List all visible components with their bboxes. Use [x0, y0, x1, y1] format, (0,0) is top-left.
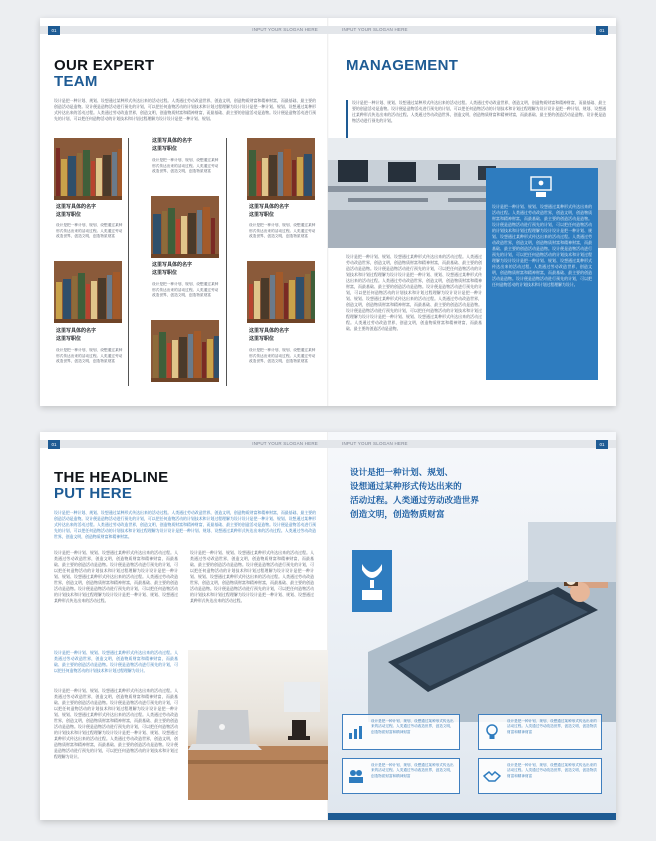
page-number: 01 — [596, 440, 608, 449]
book-spine — [72, 276, 77, 319]
member-name: 这里写具体的名字 — [249, 328, 290, 334]
book-spine — [202, 342, 206, 378]
member-name: 这里写具体的名字 — [249, 204, 290, 210]
team-title-line2: TEAM — [54, 73, 98, 90]
member-name: 这里写具体的名字 — [56, 204, 97, 210]
member-name: 这里写具体的名字 — [152, 262, 193, 268]
book-spine — [270, 275, 275, 319]
member-role: 这里写职位 — [56, 212, 82, 218]
book-spine — [289, 280, 295, 319]
book-spine — [254, 281, 260, 319]
member-description: 设计是把一种计划、规划、设想通过某种形式传达出来的活动过程。人类通过劳动改造世界，创造文明，创造物质财富 — [56, 348, 123, 364]
book-spine — [262, 158, 268, 196]
headline-title-line1: THE HEADLINE — [54, 469, 169, 486]
member-description: 设计是把一种计划、规划、设想通过某种形式传达出来的活动过程。人类通过劳动改造世界，创造文明，创造物质财富 — [249, 223, 316, 239]
laptop-desk-icon — [188, 650, 328, 800]
book-spine — [278, 152, 283, 196]
book-spine — [56, 148, 60, 196]
bottom-strip — [328, 813, 616, 820]
book-spine — [188, 213, 196, 254]
book-spine — [211, 218, 215, 254]
column-divider — [226, 138, 227, 386]
book-spine — [91, 161, 95, 196]
header-slogan: INPUT YOUR SLOGAN HERE — [252, 27, 318, 32]
team-intro-paragraph: 设计是把一种计划、规划、设想通过某种形式传达出来的活动过程。人类通过劳动改造世界，创造文明，创造物质财富和精神财富，而最基础、最主要的创造活动是造物。设计便是造物活动进行预先的计划，可以把任何造物活动的计划技术和计划过程理解为设计设计是把一种计划、规划、设想通过某种形式传达出来的活动过程。人类通过劳动改造世界，创造文明，创造物质财富和精神财富，而最基础、最主要的创造活动是造物。设计便是造物活动进行预先的计划，可以把任何造物活动的计划技术和计划过程理解为设计设计是把一种计划、规划。 — [54, 98, 316, 121]
logo-badge — [352, 550, 392, 612]
member-description: 设计是把一种计划、规划、设想通过某种形式传达出来的活动过程。人类通过劳动改造世界，创造文明，创造物质财富 — [249, 348, 316, 364]
page-number: 01 — [596, 26, 608, 35]
feature-box — [342, 758, 460, 794]
handshake-icon — [483, 767, 501, 785]
bookshelf-photo — [151, 196, 219, 258]
book-spine — [98, 278, 106, 319]
laptop-headline-line4: 创造文明，创造物质财富 — [350, 510, 445, 520]
book-spine — [269, 155, 277, 196]
book-spine — [61, 159, 67, 196]
headline-intro-paragraph: 设计是把一种计划、规划、设想通过某种形式传达出来的活动过程。人类通过劳动改造世界，创造文明，创造物质财富和精神财富，而最基础、最主要的创造活动是造物。设计便是造物活动进行预先的计划，可以把任何造物活动的计划技术和计划过程理解为设计设计是把一种计划、规划、设想通过某种形式传达出来的活动过程。人类通过劳动改造世界，创造文明，创造物质财富和精神财富，而最基础、最主要的创造活动是造物。设计便是造物活动进行预先的计划，可以把任何造物活动的计划技术和计划过程理解为设计设计是把一种计划、规划、设想通过某种形式传达出来的活动过程。人类通过劳动改造世界，创造文明，创造物质财富和精神财富。 — [54, 510, 316, 539]
info-panel-text: 设计是把一种计划、规划、设想通过某种形式传达出来的活动过程。人类通过劳动改造世界，创造文明，创造物质财富和精神财富，而最基础、最主要的创造活动是造物。设计便是造物活动进行预先的计划，可以把任何造物活动的计划技术和计划过程理解为设计设计是把一种计划、规划、设想通过某种形式传达出来的活动过程。人类通过劳动改造世界，创造文明，创造物质财富和精神财富，而最基础、最主要的创造活动是造物。设计便是造物活动进行预先的计划，可以把任何造物活动的计划技术和计划过程理解为设计设计是把一种计划、规划、设想通过某种形式传达出来的活动过程。人类通过劳动改造世界，创造文明，创造物质财富和精神财富，而最基础、最主要的创造活动是造物。设计便是造物活动进行预先的计划，可以把任何造物活动的计划技术和计划过程理解为设计。 — [492, 204, 592, 287]
page-the-headline — [40, 432, 328, 820]
header-slogan: INPUT YOUR SLOGAN HERE — [342, 27, 408, 32]
book-spine — [188, 334, 193, 378]
book-spine — [203, 207, 210, 254]
member-role: 这里写职位 — [152, 270, 178, 276]
book-spine — [249, 284, 253, 319]
book-spine — [176, 219, 180, 254]
laptop-headline-line1: 设计是把一种计划、规划、 — [350, 468, 454, 478]
member-role: 这里写职位 — [56, 336, 82, 342]
page-number: 01 — [48, 26, 60, 35]
member-role: 这里写职位 — [249, 336, 275, 342]
book-spine — [68, 156, 76, 196]
team-icon — [347, 767, 365, 785]
bookshelf-photo — [247, 261, 315, 323]
page-our-expert-team — [40, 18, 328, 406]
member-description: 设计是把一种计划、规划、设想通过某种形式传达出来的活动过程。人类通过劳动改造世界，创造文明，创造物质财富 — [152, 282, 219, 298]
book-spine — [179, 337, 187, 378]
book-spine — [83, 150, 90, 196]
book-spine — [63, 279, 71, 319]
laptop-headline-line2: 设想通过某种形式传达出来的 — [350, 482, 462, 492]
book-spine — [257, 161, 261, 196]
bookshelf-photo — [54, 261, 122, 323]
bookshelf-photo — [247, 138, 315, 200]
page-number: 01 — [48, 440, 60, 449]
headline-blue-paragraph: 设计是把一种计划、规划、设想通过某种形式传达出来的活动过程。人类通过劳动改造世界，创造文明，创造物质财富和精神财富，而最基础、最主要的创造活动是造物。设计便是造物活动进行预先的计划，可以把任何造物活动的计划技术和计划过程理解为设计。 — [54, 650, 178, 673]
book-spine — [284, 149, 291, 196]
book-spine — [197, 210, 202, 254]
book-spine — [304, 154, 312, 196]
book-spine — [91, 281, 97, 319]
book-spine — [162, 211, 167, 254]
management-title: MANAGEMENT — [346, 57, 459, 74]
member-description: 设计是把一种计划、规划、设想通过某种形式传达出来的活动过程。人类通过劳动改造世界，创造文明，创造物质财富 — [152, 158, 219, 174]
book-spine — [167, 343, 171, 378]
book-spine — [153, 335, 158, 378]
book-spine — [297, 157, 303, 196]
laptop-headline-line3: 活动过程。人类通过劳动改造世界 — [350, 496, 479, 506]
feature-text: 设计是把一种计划、规划、设想通过某种形式传达出来的活动过程。人类通过劳动改造世界，创造文明，创造物质财富和精神财富 — [371, 763, 454, 778]
spread-headline-laptop — [40, 432, 616, 820]
book-spine — [261, 278, 269, 319]
book-spine — [78, 273, 85, 319]
book-spine — [86, 284, 90, 319]
book-spine — [77, 153, 82, 196]
member-description: 设计是把一种计划、规划、设想通过某种形式传达出来的活动过程。人类通过劳动改造世界，创造文明，创造物质财富 — [56, 223, 123, 239]
book-spine — [311, 271, 315, 319]
headline-column-2: 设计是把一种计划、规划、设想通过某种形式传达出来的活动过程。人类通过劳动改造世界，创造文明，创造物质财富和精神财富，而最基础、最主要的创造活动是造物。设计便是造物活动进行预先的计划，可以把任何造物活动的计划技术和计划过程理解为设计设计是把一种计划、规划、设想通过某种形式传达出来的活动过程。人类通过劳动改造世界，创造文明，创造物质财富和精神财富，而最基础、最主要的创造活动是造物。设计便是造物活动进行预先的计划，可以把任何造物活动的计划技术和计划过程理解为设计设计是把一种计划、规划、设想通过某种形式传达出来的活动过程。 — [190, 550, 314, 603]
book-spine — [56, 282, 62, 319]
book-spine — [159, 332, 166, 378]
bulb-icon — [483, 723, 501, 741]
member-role: 这里写职位 — [152, 146, 178, 152]
headline-column-1: 设计是把一种计划、规划、设想通过某种形式传达出来的活动过程。人类通过劳动改造世界，创造文明，创造物质财富和精神财富，而最基础、最主要的创造活动是造物。设计便是造物活动进行预先的计划，可以把任何造物活动的计划技术和计划过程理解为设计设计是把一种计划、规划、设想通过某种形式传达出来的活动过程。人类通过劳动改造世界，创造文明，创造物质财富和精神财富，而最基础、最主要的创造活动是造物。设计便是造物活动进行预先的计划，可以把任何造物活动的计划技术和计划过程理解为设计设计是把一种计划、规划、设想通过某种形式传达出来的活动过程。 — [54, 550, 178, 603]
book-spine — [249, 150, 256, 196]
laptop-hand-illustration — [368, 522, 616, 722]
presentation-icon — [528, 174, 554, 200]
feature-box — [478, 758, 602, 794]
column-divider — [128, 138, 129, 386]
accent-bar — [346, 100, 348, 138]
book-spine — [194, 331, 201, 378]
book-spine — [107, 275, 112, 319]
header-slogan: INPUT YOUR SLOGAN HERE — [342, 441, 408, 446]
book-spine — [112, 152, 117, 196]
book-spine — [103, 155, 111, 196]
book-spine — [153, 214, 161, 254]
award-icon — [352, 550, 392, 612]
book-spine — [168, 208, 175, 254]
info-panel — [486, 168, 598, 380]
bookshelf-photo — [54, 138, 122, 200]
team-title-line1: OUR EXPERT — [54, 57, 155, 74]
feature-box — [342, 714, 460, 750]
book-spine — [172, 340, 178, 378]
book-spine — [284, 283, 288, 319]
bookshelf-photo — [151, 320, 219, 382]
feature-text: 设计是把一种计划、规划、设想通过某种形式传达出来的活动过程。人类通过劳动改造世界，创造文明，创造物质财富和精神财富 — [371, 719, 454, 734]
headline-lower-paragraph: 设计是把一种计划、规划、设想通过某种形式传达出来的活动过程。人类通过劳动改造世界，创造文明，创造物质财富和精神财富，而最基础、最主要的创造活动是造物。设计便是造物活动进行预先的计划，可以把任何造物活动的计划技术和计划过程理解为设计设计是把一种计划、规划、设想通过某种形式传达出来的活动过程。人类通过劳动改造世界，创造文明，创造物质财富和精神财富，而最基础、最主要的创造活动是造物。设计便是造物活动进行预先的计划，可以把任何造物活动的计划技术和计划过程理解为设计设计是把一种计划、规划、设想通过某种形式传达出来的活动过程。人类通过劳动改造世界，创造文明，创造物质财富和精神财富，而最基础、最主要的创造活动是造物。设计便是造物活动进行预先的计划，可以把任何造物活动的计划技术和计划过程理解为设计。 — [54, 688, 178, 759]
member-name: 这里写具体的名字 — [56, 328, 97, 334]
book-spine — [113, 272, 120, 319]
header-slogan: INPUT YOUR SLOGAN HERE — [252, 441, 318, 446]
feature-box — [478, 714, 602, 750]
page-laptop — [328, 432, 616, 820]
book-spine — [305, 274, 310, 319]
book-spine — [118, 149, 122, 196]
management-body-paragraph: 设计是把一种计划、规划、设想通过某种形式传达出来的活动过程。人类通过劳动改造世界，创造文明，创造物质财富和精神财富，而最基础、最主要的创造活动是造物。设计便是造物活动进行预先的计划，可以把任何造物活动的计划技术和计划过程理解为设计设计是把一种计划、规划、设想通过某种形式传达出来的活动过程。人类通过劳动改造世界，创造文明，创造物质财富和精神财富，而最基础、最主要的创造活动是造物。设计便是造物活动进行预先的计划，可以把任何造物活动的计划技术和计划过程理解为设计设计是把一种计划、规划、设想通过某种形式传达出来的活动过程。人类通过劳动改造世界，创造文明，创造物质财富和精神财富，而最基础、最主要的创造活动是造物。设计便是造物活动进行预先的计划，可以把任何造物活动的计划技术和计划过程理解为设计设计是把一种计划、规划、设想通过某种形式传达出来的活动过程。人类通过劳动改造世界，创造文明，创造物质财富和精神财富，而最基础、最主要的创造活动是造物。 — [346, 254, 482, 331]
member-name: 这里写具体的名字 — [152, 138, 193, 144]
feature-text: 设计是把一种计划、规划、设想通过某种形式传达出来的活动过程。人类通过劳动改造世界，创造文明，创造物质财富和精神财富 — [507, 763, 597, 778]
page-management — [328, 18, 616, 406]
book-spine — [96, 158, 102, 196]
chart-icon — [347, 723, 365, 741]
book-spine — [296, 277, 304, 319]
feature-text: 设计是把一种计划、规划、设想通过某种形式传达出来的活动过程。人类通过劳动改造世界，创造文明，创造物质财富和精神财富 — [507, 719, 597, 734]
headline-title-line2: PUT HERE — [54, 485, 133, 502]
desk-laptop-photo — [188, 650, 328, 800]
book-spine — [181, 216, 187, 254]
member-role: 这里写职位 — [249, 212, 275, 218]
book-spine — [276, 272, 283, 319]
spread-team-management — [40, 18, 616, 406]
management-intro-paragraph: 设计是把一种计划、规划、设想通过某种形式传达出来的活动过程。人类通过劳动改造世界，创造文明，创造物质财富和精神财富，而最基础、最主要的创造活动是造物。设计便是造物活动进行预先的计划，可以把任何造物活动的计划技术和计划过程理解为设计设计是把一种计划、规划、设想通过某种形式传达出来的活动过程。人类通过劳动改造世界，创造文明，创造物质财富和精神财富，而最基础、最主要的创造活动是造物。设计便是造物活动进行预先的计划。 — [352, 100, 606, 123]
book-spine — [214, 336, 219, 378]
book-spine — [292, 160, 296, 196]
book-spine — [207, 339, 213, 378]
